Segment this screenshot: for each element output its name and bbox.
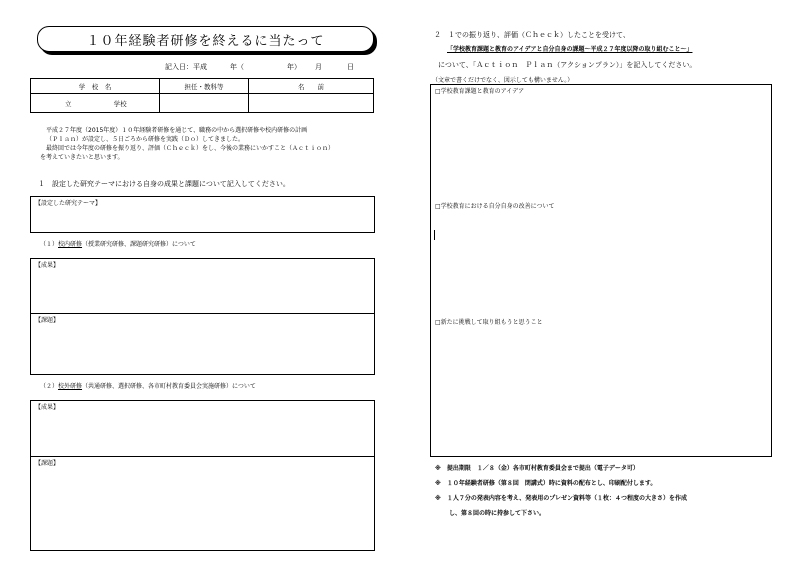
- q1-1-prefix: （１）: [40, 241, 59, 248]
- question-2-line-1: ２ １での振り返り、評価（Ｃｈｅｃｋ）したことを受けて、: [434, 31, 630, 39]
- q1-1-heading: [40, 240, 196, 249]
- question-2-note: （文章で書くだけでなく、図示しても構いません。）: [432, 77, 574, 84]
- date-month: 月: [315, 63, 322, 71]
- note-1: ※ 提出期限 １／８（金）各市町村教育委員会まで提出（電子データ可）: [435, 465, 639, 472]
- date-day: 日: [347, 63, 354, 71]
- question-2-line-2: 「学校教育課題と教育のアイデアと自分自身の課題～平成２７年度以降の取り組むこと～」: [447, 46, 693, 53]
- theme-label: 【設定した研究テーマ】: [35, 200, 102, 207]
- seika-label: 【成果】: [35, 262, 60, 269]
- subject-header: 担任・教科等: [160, 79, 249, 94]
- info-table: [30, 78, 374, 113]
- gaibu-kadai-box[interactable]: [30, 456, 375, 551]
- school-name-header: 学 校 名: [31, 79, 160, 94]
- q1-2-prefix: （２）: [40, 383, 59, 390]
- date-year: 年（: [230, 63, 244, 71]
- q1-1-underlined: 校内研修: [58, 241, 83, 248]
- q1-2-heading: [40, 382, 256, 391]
- naibu-seika-box[interactable]: [30, 258, 375, 315]
- intro-line-1: 平成２７年度（2015年度）１０年経験者研修を通じて、職務の中から選択研修や校内研修の計画: [46, 127, 308, 134]
- school-name-cell[interactable]: [31, 94, 160, 113]
- note-2: ※ １０年経験者研修（第８回 閉講式）時に資料の配布とし、印刷配付します。: [435, 480, 657, 487]
- gaibu-seika-box[interactable]: [30, 400, 375, 457]
- intro-line-2: （Ｐｌａｎ）が設定し、５日ごろから研修を実践（Ｄｏ）してきました。: [46, 136, 245, 143]
- question-1: １ 設定した研究テーマにおける自身の成果と課題について記入してください。: [38, 180, 290, 188]
- item-2-label: □学校教育における自分自身の改善について: [435, 203, 555, 210]
- page-title: [37, 26, 374, 52]
- name-cell[interactable]: [249, 94, 374, 113]
- seika-label-2: 【成果】: [35, 404, 60, 411]
- kadai-label: 【課題】: [35, 317, 60, 324]
- name-header: 名 前: [249, 79, 374, 94]
- q1-2-rest: （共通研修、選択研修、各市町村教育委員会実施研修）について: [82, 383, 256, 390]
- date-year2: 年）: [287, 63, 301, 71]
- item-3-label: □新たに挑戦して取り組もうと思うこと: [435, 319, 543, 326]
- question-2-line-3: について、「Ａｃｔｉｏｎ Ｐｌａｎ（アクションプラン）」を記入してください。: [438, 61, 697, 69]
- subject-cell[interactable]: [160, 94, 249, 113]
- action-plan-box[interactable]: [430, 84, 772, 457]
- q1-1-rest: （授業研究研修、課題研究研修）について: [82, 241, 196, 248]
- school-prefix: 立: [65, 99, 72, 108]
- theme-box[interactable]: [30, 196, 375, 233]
- text-cursor: [434, 230, 435, 240]
- school-suffix: 学校: [113, 99, 127, 108]
- q1-2-underlined: 校外研修: [58, 383, 83, 390]
- intro-line-3: 最終回では今年度の研修を振り返り、評価（Ｃｈｅｃｋ）をし、今後の業務にいかすこと（Ａｃｔｉｏｎ）: [46, 145, 335, 152]
- intro-line-4: を考えていきたいと思います。: [40, 154, 124, 161]
- note-3: ※ １人７分の発表内容を考え、発表用のプレゼン資料等（１枚：４つ程度の大きさ）を作成: [435, 495, 687, 502]
- page-title-text: １０年経験者研修を終えるに当たって: [86, 33, 325, 49]
- kadai-label-2: 【課題】: [35, 460, 60, 467]
- date-label: 記入日：平成: [165, 63, 207, 71]
- note-3-continued: し、第８回の時に持参して下さい。: [449, 510, 546, 517]
- item-1-label: □学校教育課題と教育のアイデア: [435, 88, 525, 95]
- naibu-kadai-box[interactable]: [30, 313, 375, 375]
